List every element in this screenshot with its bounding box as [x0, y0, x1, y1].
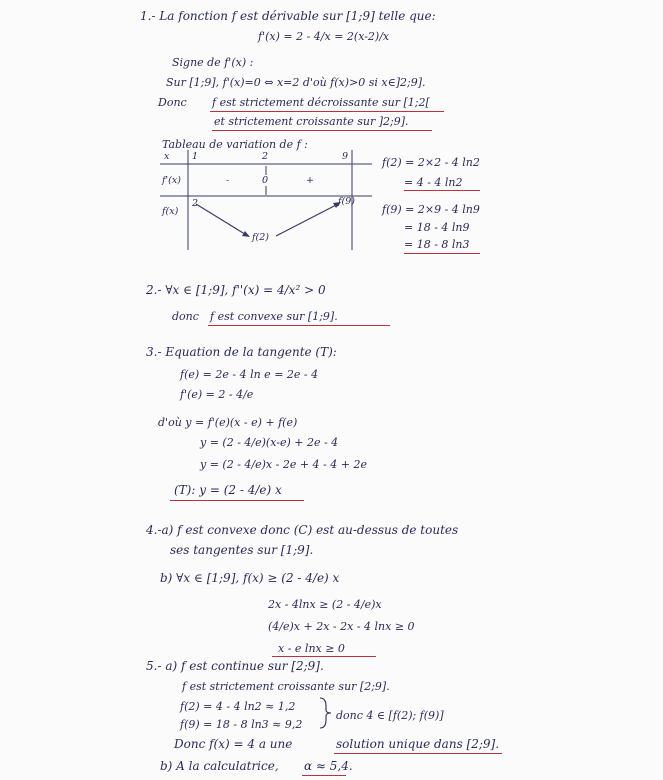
calc-f9-line1: f(9) = 2×9 - 4 ln9 [382, 203, 480, 216]
table-f2: f(2) [252, 232, 269, 243]
q5a-line2: f est strictement croissante sur [2;9]. [182, 680, 390, 693]
q3-fpe: f'(e) = 2 - 4/e [180, 388, 254, 401]
q4b-ineq1: 2x - 4lnx ≥ (2 - 4/e)x [268, 598, 382, 611]
q3-heading: 3.- Equation de la tangente (T): [146, 345, 337, 359]
q1-derivative: f'(x) = 2 - 4/x = 2(x-2)/x [258, 30, 390, 43]
q1-sign-line: Sur [1;9], f'(x)=0 ⇔ x=2 d'où f(x)>0 si x∈]2;9]. [166, 76, 426, 89]
table-x2: 2 [262, 151, 269, 162]
q3-tangent-result: (T): y = (2 - 4/e) x [174, 483, 282, 497]
table-x3: 9 [342, 151, 349, 162]
q1-decreasing: f est strictement décroissante sur [1;2[ [212, 96, 430, 109]
table-f1: 2 [192, 198, 199, 209]
q3-eq2: y = (2 - 4/e)(x-e) + 2e - 4 [200, 436, 339, 449]
calc-f9-line3: = 18 - 8 ln3 [404, 238, 470, 251]
q5a-solution: solution unique dans [2;9]. [336, 737, 500, 751]
q2-statement: 2.- ∀x ∈ [1;9], f''(x) = 4/x² > 0 [146, 283, 326, 297]
q3-eq3: y = (2 - 4/e)x - 2e + 4 - 4 + 2e [200, 458, 367, 471]
q5a-f9: f(9) = 18 - 8 ln3 ≈ 9,2 [180, 718, 303, 731]
q4b-ineq2: (4/e)x + 2x - 2x - 4 lnx ≥ 0 [268, 620, 415, 633]
q4b-ineq3: x - e lnx ≥ 0 [278, 642, 345, 655]
table-minus: - [226, 175, 230, 186]
q5a-line1: 5.- a) f est continue sur [2;9]. [146, 659, 324, 673]
q2-donc: donc [172, 310, 199, 323]
q4b-statement: b) ∀x ∈ [1;9], f(x) ≥ (2 - 4/e) x [160, 571, 340, 585]
q5b-underline [302, 775, 346, 776]
q5b-value: α ≈ 5,4. [304, 759, 353, 773]
q3-fe: f(e) = 2e - 4 ln e = 2e - 4 [180, 368, 319, 381]
q1-statement: 1.- La fonction f est dérivable sur [1;9] telle que: [140, 9, 436, 23]
calc-f2-line2: = 4 - 4 ln2 [404, 176, 463, 189]
calc-f9-line2: = 18 - 4 ln9 [404, 221, 470, 234]
q5a-underline [334, 753, 502, 754]
table-plus: + [306, 175, 314, 186]
q1-donc: Donc [158, 96, 187, 109]
q1-sign-heading: Signe de f'(x) : [172, 56, 254, 69]
q1-increasing: et strictement croissante sur ]2;9]. [214, 115, 409, 128]
q3-eq1: d'où y = f'(e)(x - e) + f(e) [158, 416, 298, 429]
table-f-label: f(x) [162, 206, 179, 217]
table-f9: f(9) [338, 196, 355, 207]
table-fp-label: f'(x) [162, 175, 181, 186]
q2-conclusion: f est convexe sur [1;9]. [210, 310, 338, 323]
table-x1: 1 [192, 151, 199, 162]
q4a-line2: ses tangentes sur [1;9]. [170, 543, 314, 557]
variation-table-title: Tableau de variation de f : [162, 138, 308, 151]
q5a-bracket: donc 4 ∈ [f(2); f(9)] [336, 709, 444, 722]
table-x-label: x [164, 151, 170, 162]
q5a-conclusion: Donc f(x) = 4 a une [174, 737, 293, 751]
q4a-line1: 4.-a) f est convexe donc (C) est au-dessus de toutes [146, 523, 459, 537]
q5b-statement: b) A la calculatrice, [160, 759, 279, 773]
calc-f2-line1: f(2) = 2×2 - 4 ln2 [382, 156, 480, 169]
q5a-f2: f(2) = 4 - 4 ln2 ≈ 1,2 [180, 700, 296, 713]
table-zero: 0 [262, 175, 269, 186]
